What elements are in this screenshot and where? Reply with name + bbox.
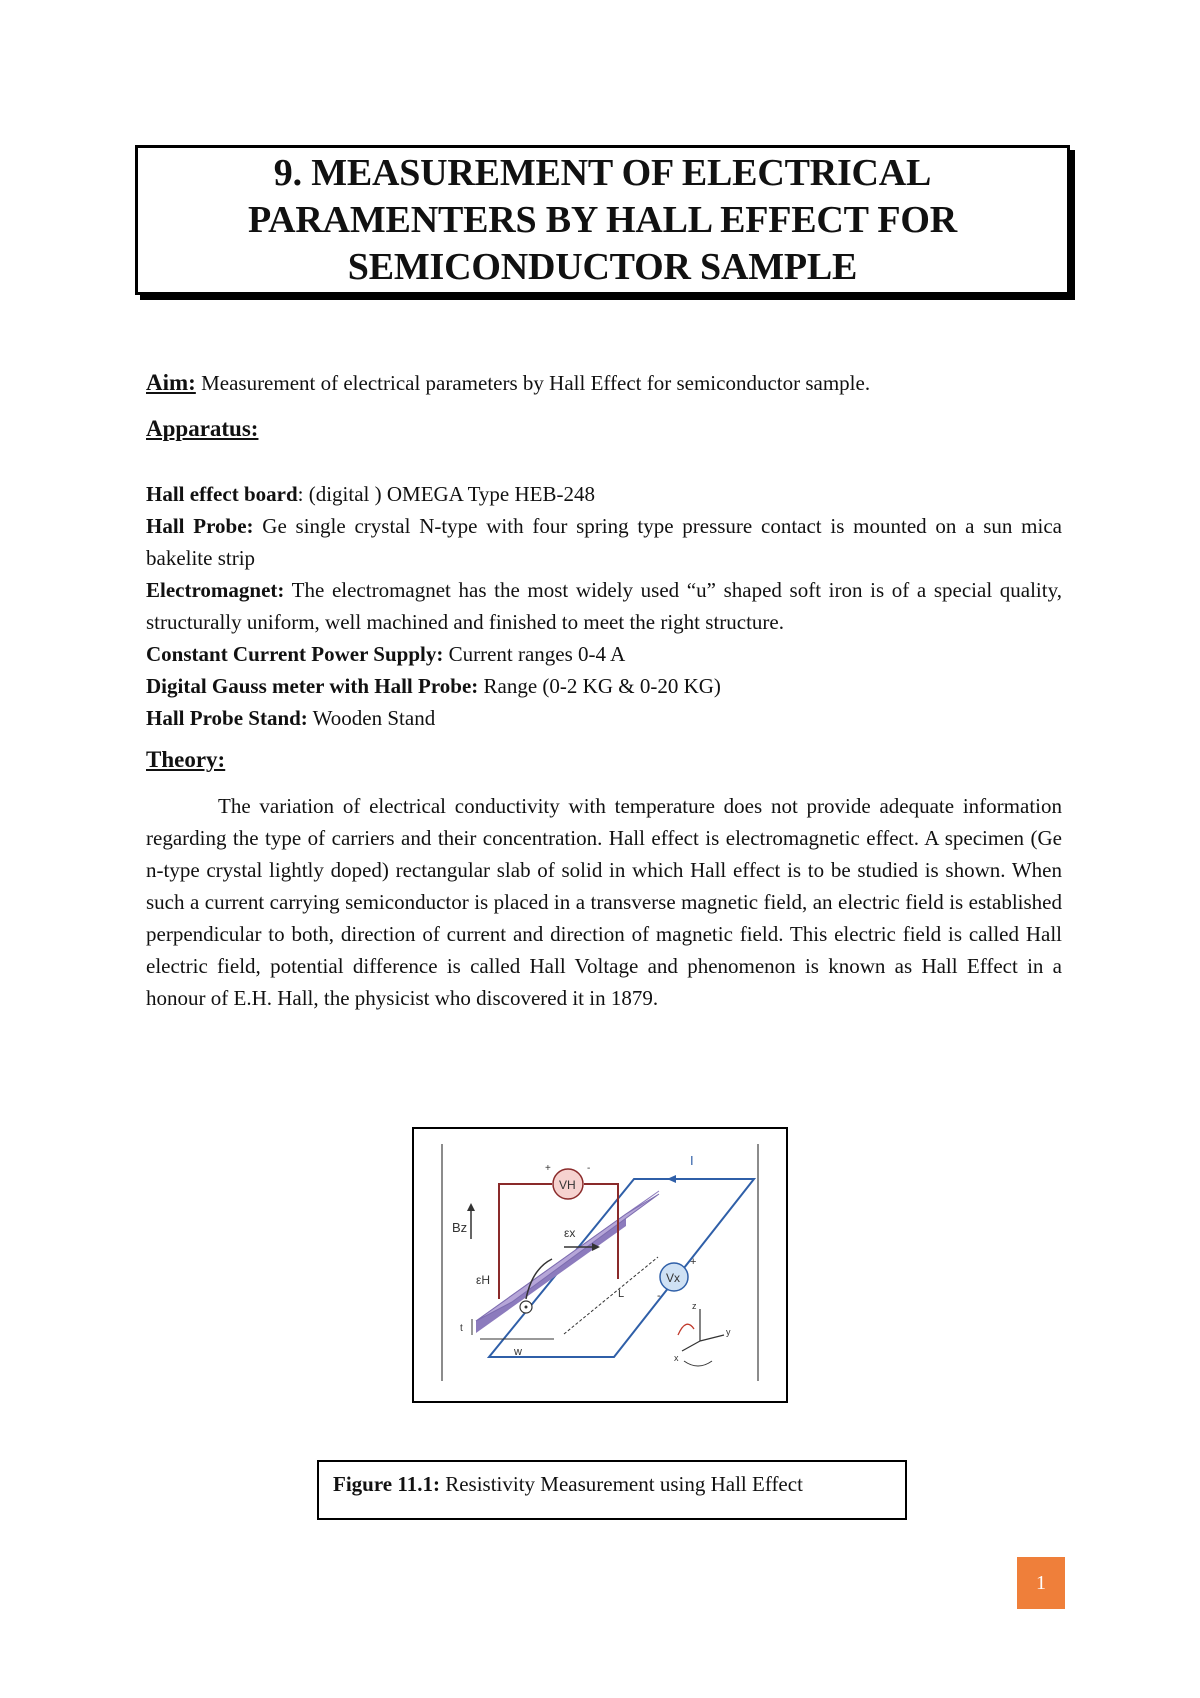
- apparatus-item: [146, 510, 1062, 574]
- apparatus-item-text: Current ranges 0-4 A: [443, 642, 626, 666]
- apparatus-heading: Apparatus:: [146, 416, 259, 441]
- apparatus-item: [146, 638, 1062, 670]
- hall-voltmeter-label: VH: [559, 1178, 576, 1192]
- axis-z-label: z: [692, 1301, 697, 1311]
- hall-effect-diagram: [414, 1129, 786, 1401]
- figure-caption-text: Resistivity Measurement using Hall Effect: [439, 1472, 803, 1496]
- current-label: I: [690, 1153, 694, 1168]
- ex-label: εx: [564, 1226, 576, 1240]
- figure-caption: [317, 1460, 907, 1520]
- title-line-2: PARAMENTERS BY HALL EFFECT FOR: [247, 198, 958, 241]
- voltmeter-vx-label: Vx: [666, 1271, 681, 1285]
- apparatus-item: [146, 478, 1062, 510]
- apparatus-item-text: Wooden Stand: [307, 706, 436, 730]
- apparatus-item-label: Digital Gauss meter with Hall Probe:: [146, 674, 479, 698]
- apparatus-item-label: Hall Probe:: [146, 514, 254, 538]
- apparatus-item-label: Constant Current Power Supply:: [146, 642, 444, 666]
- apparatus-item-text: Ge single crystal N-type with four spring type pressure contact is mounted on a sun mica bakelite strip: [146, 514, 1062, 570]
- apparatus-item: [146, 574, 1062, 638]
- voltmeter-vx-plus: +: [690, 1256, 697, 1268]
- title-line-3: SEMICONDUCTOR SAMPLE: [347, 245, 858, 288]
- aim-label: Aim:: [146, 370, 196, 395]
- figure-caption-label: Figure 11.1:: [333, 1472, 440, 1496]
- apparatus-item-text: : (digital ) OMEGA Type HEB-248: [297, 482, 595, 506]
- page-number: 1: [1017, 1557, 1065, 1609]
- electron-dot-icon: [525, 1306, 528, 1309]
- axis-x-label: x: [674, 1353, 679, 1363]
- apparatus-item: [146, 670, 1062, 702]
- aim-text: Measurement of electrical parameters by Hall Effect for semiconductor sample.: [195, 371, 871, 395]
- apparatus-item-label: Electromagnet:: [146, 578, 285, 602]
- length-label: L: [618, 1288, 625, 1300]
- apparatus-item-label: Hall effect board: [146, 482, 298, 506]
- apparatus-item: [146, 702, 1062, 734]
- right-hand-rule-icon: [678, 1324, 694, 1335]
- width-label: w: [514, 1346, 522, 1358]
- axis-y-line: [700, 1335, 724, 1341]
- hall-voltmeter-plus: +: [545, 1163, 551, 1174]
- main-content: [146, 367, 1062, 1014]
- apparatus-item-label: Hall Probe Stand:: [146, 706, 308, 730]
- bz-arrow-icon: [467, 1203, 475, 1211]
- voltmeter-vx-minus: -: [657, 1290, 661, 1302]
- title-box: [135, 145, 1070, 295]
- semiconductor-slab: [476, 1194, 659, 1321]
- theory-paragraph: The variation of electrical conductivity with temperature does not provide adequate information regarding the type of carriers and their concentration. Hall effect is electromagnetic effect. A specimen (Ge n-type crystal lightly doped) rectangular slab of solid in which Hall effect is to be studied is shown. When such a current carrying semiconductor is placed in a transverse magnetic field, an electric field is established perpendicular to both, direction of current and direction of magnetic field. This electric field is called Hall electric field, potential difference is called Hall Voltage and phenomenon is known as Hall Effect in a honour of E.H. Hall, the physicist who discovered it in 1879.: [146, 794, 1062, 1010]
- axis-x-line: [682, 1341, 700, 1351]
- axis-y-label: y: [726, 1327, 731, 1337]
- hall-effect-figure: [412, 1127, 788, 1403]
- eh-label: εH: [476, 1273, 491, 1287]
- aim-paragraph: [146, 367, 1062, 399]
- thickness-label: t: [460, 1323, 463, 1334]
- current-arrow-icon: [667, 1175, 676, 1183]
- length-dimension-line: [564, 1257, 658, 1334]
- hall-voltmeter-minus: -: [587, 1163, 591, 1174]
- theory-heading: Theory:: [146, 747, 226, 772]
- rotation-arrow-icon: [684, 1361, 712, 1366]
- current-loop-wire: [489, 1179, 754, 1357]
- title-line-1: 9. MEASUREMENT OF ELECTRICAL: [273, 151, 932, 194]
- apparatus-item-text: Range (0-2 KG & 0-20 KG): [478, 674, 721, 698]
- apparatus-item-text: The electromagnet has the most widely used “u” shaped soft iron is of a special quality, structurally uniform, well machined and finished to meet the right structure.: [146, 578, 1062, 634]
- bz-label: Bz: [452, 1220, 468, 1235]
